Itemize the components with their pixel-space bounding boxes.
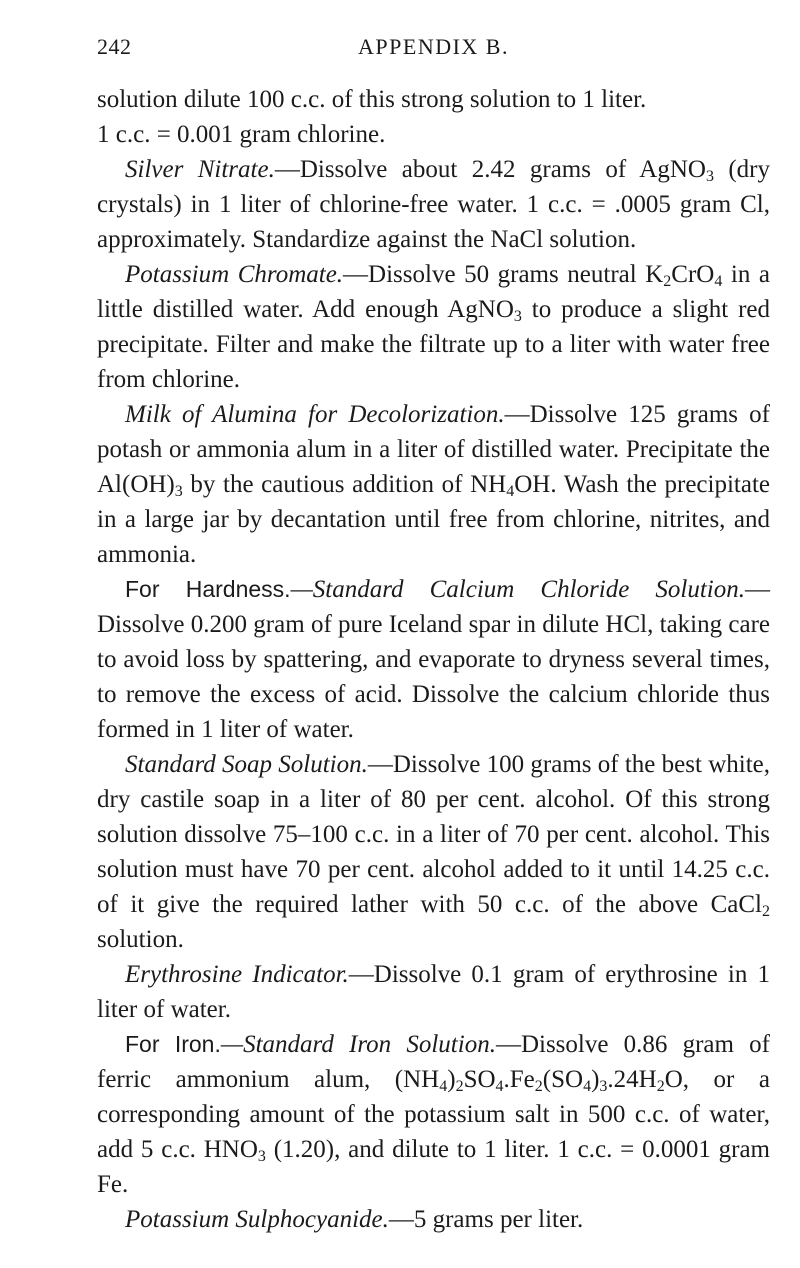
subscript: 2 <box>663 273 672 290</box>
entry-heading: —Standard Iron Solution. <box>220 1031 496 1058</box>
page-body <box>97 82 770 1237</box>
subscript: 3 <box>705 168 714 185</box>
body-text: to produce a slight red precipitate. Filter and make the filtrate up to a liter with water free from chlorine. <box>97 296 770 393</box>
body-text: in a little distilled water. Add enough AgNO <box>97 261 770 323</box>
body-text: .24H <box>607 1066 657 1093</box>
body-text: OH. Wash the precipitate in a large jar by decantation until free from chlorine, nitrites, and ammonia. <box>97 471 770 568</box>
subscript: 2 <box>455 1078 464 1095</box>
section-heading: For Iron. <box>125 1031 221 1057</box>
section-heading: For Hardness. <box>125 576 291 602</box>
subscript: 4 <box>583 1078 592 1095</box>
body-text: —Dissolve 0.1 gram of erythrosine in 1 liter of water. <box>97 961 770 1023</box>
subscript: 4 <box>495 1078 504 1095</box>
body-text: ) <box>447 1066 456 1093</box>
paragraph-silver-nitrate <box>97 152 770 257</box>
text-line: solution dilute 100 c.c. of this strong solution to 1 liter. <box>97 86 647 113</box>
page-header <box>97 34 770 64</box>
entry-heading: Silver Nitrate. <box>125 156 275 183</box>
subscript: 3 <box>257 1148 266 1165</box>
subscript: 2 <box>762 903 770 920</box>
subscript: 4 <box>439 1078 448 1095</box>
body-text: —Dissolve 50 grams neutral K <box>343 261 664 288</box>
body-text: —Dissolve 100 grams of the best white, dry castile soap in a liter of 80 per cent. alcohol. Of this strong solution dissolve 75–100 c.c. in a liter of 70 per cent. alcohol. This solution must have 70 per cent. alcohol added to it until 14.25 c.c. of it give the required lather with 50 c.c. of the above CaCl <box>97 751 770 918</box>
paragraph-potassium-chromate <box>97 257 770 397</box>
paragraph-potassium-sulphocyanide <box>97 1202 770 1237</box>
body-text: (dry crystals) in 1 liter of chlorine-free water. 1 c.c. = .0005 gram Cl, approximately. Standardize against the NaCl solution. <box>97 156 771 253</box>
body-text: —5 grams per liter. <box>388 1206 584 1233</box>
body-text: by the cautious addition of NH <box>182 471 507 498</box>
subscript: 2 <box>534 1078 543 1095</box>
paragraph-iron <box>97 1027 770 1202</box>
paragraph-hardness <box>97 572 770 747</box>
subscript: 4 <box>506 483 515 500</box>
subscript: 2 <box>656 1078 665 1095</box>
body-text: (1.20), and dilute to 1 liter. 1 c.c. = 0.0001 gram Fe. <box>97 1136 770 1198</box>
running-head: APPENDIX B. <box>358 34 509 59</box>
paragraph-chlorine-solution <box>97 82 770 152</box>
subscript: 3 <box>174 483 183 500</box>
text-line: 1 c.c. = 0.001 gram chlorine. <box>97 121 386 148</box>
body-text: solution. <box>97 926 184 953</box>
paragraph-milk-of-alumina <box>97 397 770 572</box>
body-text: —Dissolve about 2.42 grams of AgNO <box>274 156 706 183</box>
body-text: — Dissolve 0.200 gram of pure Iceland spar in dilute HCl, taking care to avoid loss by spattering, and evaporate to dryness several times, to remove the excess of acid. Dissolve the calcium chloride thus formed in 1 liter of water. <box>97 576 771 743</box>
entry-heading: Milk of Alumina for Decolorization. <box>125 401 505 428</box>
entry-heading: Potassium Sulphocyanide. <box>125 1206 389 1233</box>
entry-heading: Erythrosine Indicator. <box>125 961 349 988</box>
subscript: 4 <box>714 273 723 290</box>
subscript: 3 <box>599 1078 608 1095</box>
body-text: (SO <box>542 1066 584 1093</box>
entry-heading: Potassium Chromate. <box>125 261 344 288</box>
body-text: ) <box>591 1066 600 1093</box>
paragraph-standard-soap <box>97 747 770 957</box>
page-number: 242 <box>97 34 132 59</box>
body-text: —Dissolve 0.86 gram of ferric ammonium alum, (NH <box>97 1031 770 1093</box>
subscript: 3 <box>513 308 522 325</box>
body-text: SO <box>463 1066 496 1093</box>
entry-heading: Standard Soap Solution. <box>125 751 368 778</box>
body-text: O, or a corresponding amount of the potassium salt in 500 c.c. of water, add 5 c.c. HNO <box>97 1066 770 1163</box>
entry-heading: —Standard Calcium Chloride Solution. <box>290 576 746 603</box>
body-text: .Fe <box>503 1066 535 1093</box>
paragraph-erythrosine <box>97 957 770 1027</box>
body-text: CrO <box>671 261 715 288</box>
body-text: —Dissolve 125 grams of potash or ammonia alum in a liter of distilled water. Precipitate the Al(OH) <box>97 401 771 498</box>
